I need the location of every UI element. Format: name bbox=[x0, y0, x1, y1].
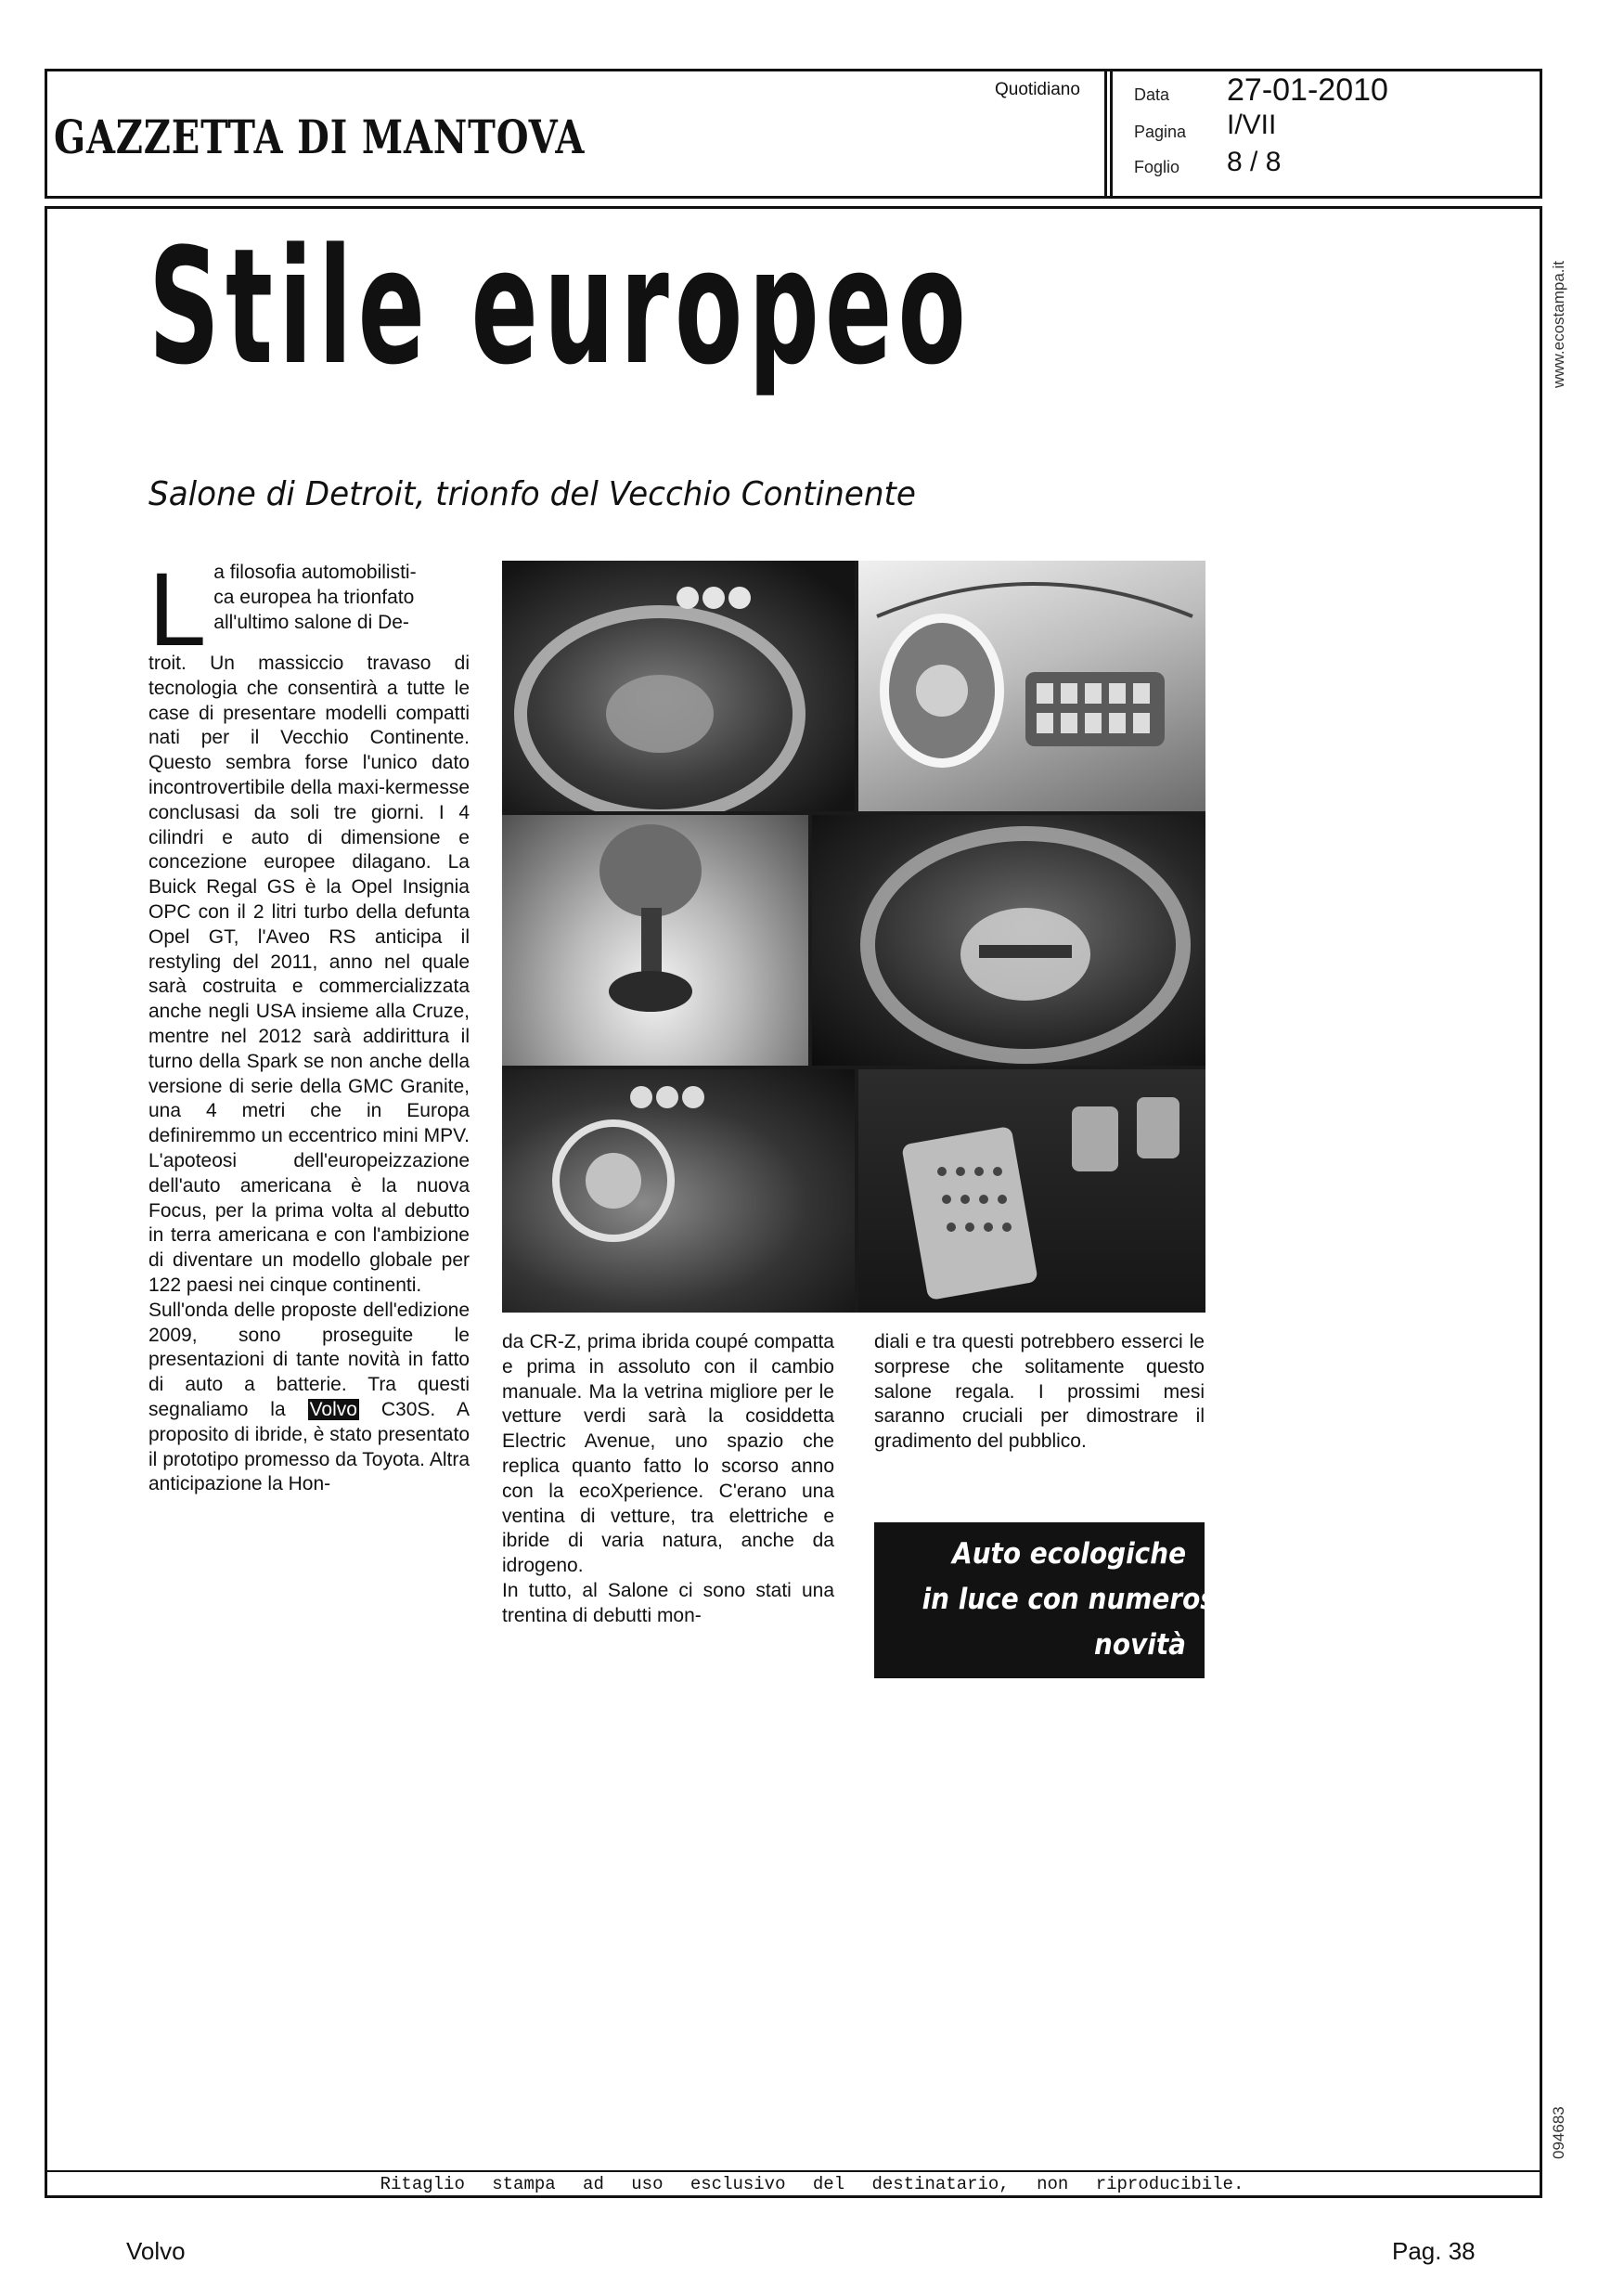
disclaimer: Ritaglio stampa ad uso esclusivo del destinatario, non riproducibile. bbox=[380, 2174, 1244, 2194]
column-3 bbox=[874, 1330, 1205, 1455]
side-code: 094683 bbox=[1550, 2106, 1567, 2159]
intro-line: ca europea ha trionfato bbox=[213, 586, 415, 608]
footer-divider bbox=[45, 2170, 1542, 2172]
callout-box bbox=[874, 1522, 1233, 1678]
column-2 bbox=[502, 1330, 834, 1629]
drop-cap: L bbox=[148, 551, 207, 667]
callout-line: in luce con numerose bbox=[922, 1583, 1233, 1616]
column-1-paragraph-1: troit. Un massiccio travaso di tecnologia che consentirà a tutte le case di presentare modelli compatti nati per il Vecchio Continente. Questo sembra forse l'unico dato incontrovertibile della maxi-kermesse conclusasi da soli tre giorni. I 4 cilindri e auto di dimensione e concezione europee dilagano. La Buick Regal GS è la Opel Insignia OPC con il 2 litri turbo della defunta Opel GT, l'Aveo RS anticipa il restyling del 2011, anno nel quale sarà costruita e commercializzata anche negli USA insieme alla Cruze, mentre nel 2012 sarà addirittura il turno della Spark se non anche della versione di serie della GMC Granite, una 4 metri che in Europa definiremmo un eccentrico mini MPV. L'apoteosi dell'europeizzazione dell'auto americana è la nuova Focus, per la prima volta al debutto in terra americana e con l'ambizione di diventare un modello globale per 122 paesi nei cinque continenti. bbox=[148, 653, 470, 1296]
photo-dashboard-console bbox=[858, 561, 1205, 811]
intro-line: a filosofia automobilisti- bbox=[213, 562, 417, 583]
volvo-highlight: Volvo bbox=[309, 1398, 357, 1420]
photo-pedals bbox=[858, 1069, 1205, 1313]
photo-gear-shift bbox=[502, 815, 808, 1066]
data-label: Data bbox=[1134, 85, 1170, 104]
publication-type: Quotidiano bbox=[995, 80, 1080, 99]
pagina-value: I/VII bbox=[1227, 110, 1277, 140]
photo-instrument-cluster bbox=[502, 1069, 855, 1313]
footer-client: Volvo bbox=[126, 2237, 186, 2265]
photo-collage bbox=[502, 561, 1205, 1313]
callout-line: Auto ecologiche bbox=[952, 1537, 1186, 1571]
side-website: www.ecostampa.it bbox=[1550, 261, 1567, 388]
masthead: GAZZETTA DI MANTOVA bbox=[54, 110, 586, 164]
intro-line: all'ultimo salone di De- bbox=[213, 611, 409, 633]
article-title: Stile europeo bbox=[148, 213, 972, 400]
photo-steering-wheel-2 bbox=[812, 815, 1205, 1066]
photo-steering-wheel bbox=[502, 561, 855, 811]
page-number: Pag. 38 bbox=[1392, 2237, 1476, 2265]
column-3-paragraph: diali e tra questi potrebbero esserci le sorprese che solitamente questo salone regala. I prossimi mesi saranno cruciali per dimostrare il gradimento del pubblico. bbox=[874, 1331, 1205, 1453]
pagina-label: Pagina bbox=[1134, 123, 1187, 141]
column-1-paragraph-2: Sull'onda delle proposte dell'edizione 2009, sono proseguite le presentazioni di tante novità in fatto di auto a batterie. Tra questi segnaliamo la Volvo C30S. A proposito di ibride, è stato presentato il prototipo promesso da Toyota. Altra anticipazione la Hon- bbox=[148, 1299, 470, 1495]
column-2-paragraph-2: In tutto, al Salone ci sono stati una trentina di debutti mon- bbox=[502, 1579, 834, 1626]
column-2-paragraph-1: da CR-Z, prima ibrida coupé compatta e prima in assoluto con il cambio manuale. Ma la vetrina migliore per le vetture verdi sarà la cosiddetta Electric Avenue, uno spazio che replica quanto fatto lo scorso anno con la ecoXperience. C'erano una ventina di vetture, tra elettriche e ibride di varia natura, anche da idrogeno. bbox=[502, 1331, 834, 1577]
column-1 bbox=[148, 551, 470, 1712]
foglio-label: Foglio bbox=[1134, 158, 1180, 176]
foglio-value: 8 / 8 bbox=[1227, 147, 1282, 177]
callout-line: novità bbox=[1094, 1628, 1186, 1662]
header-separator bbox=[1104, 69, 1113, 199]
article-subtitle: Salone di Detroit, trionfo del Vecchio Continente bbox=[148, 475, 916, 513]
data-value: 27-01-2010 bbox=[1227, 72, 1388, 108]
